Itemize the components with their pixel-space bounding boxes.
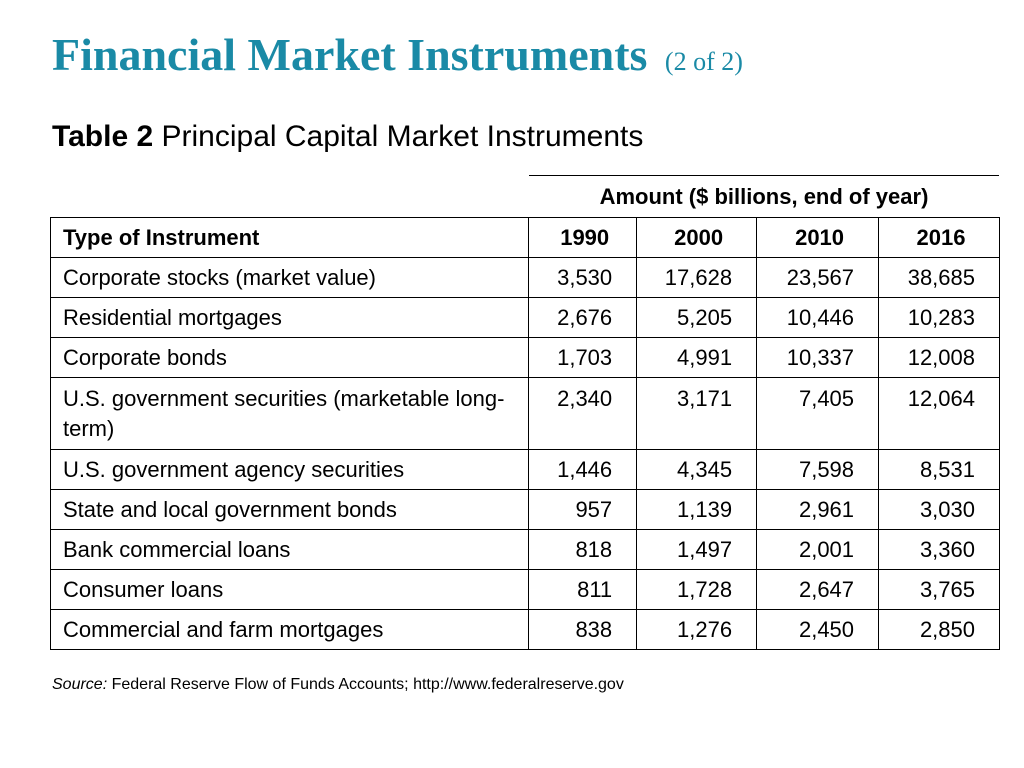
- table-row: [51, 258, 1000, 298]
- value-2010: 7,405: [757, 378, 879, 450]
- instruments-table: [50, 217, 1000, 650]
- value-2016: 3,030: [879, 490, 1000, 530]
- value-2016: 12,008: [879, 338, 1000, 378]
- value-2000: 1,728: [637, 570, 757, 610]
- value-1990: 3,530: [529, 258, 637, 298]
- instrument-name: State and local government bonds: [51, 490, 529, 530]
- table-row: [51, 450, 1000, 490]
- instrument-name: Bank commercial loans: [51, 530, 529, 570]
- value-2016: 8,531: [879, 450, 1000, 490]
- value-1990: 1,446: [529, 450, 637, 490]
- column-header-1990: 1990: [529, 218, 637, 258]
- column-header-2000: 2000: [637, 218, 757, 258]
- value-2016: 2,850: [879, 610, 1000, 650]
- instrument-name: U.S. government securities (marketable long-term): [51, 378, 529, 450]
- value-2010: 10,337: [757, 338, 879, 378]
- table-row: [51, 298, 1000, 338]
- column-header-2010: 2010: [757, 218, 879, 258]
- column-header-2016: 2016: [879, 218, 1000, 258]
- table-row: [51, 378, 1000, 450]
- source-label: Source:: [52, 676, 108, 693]
- table-row: [51, 570, 1000, 610]
- table-caption-text: Principal Capital Market Instruments: [161, 120, 644, 153]
- page-title: [52, 30, 743, 81]
- table-label: Table 2: [52, 120, 154, 153]
- value-2010: 7,598: [757, 450, 879, 490]
- instrument-name: Corporate bonds: [51, 338, 529, 378]
- table-row: [51, 530, 1000, 570]
- value-2000: 1,497: [637, 530, 757, 570]
- value-2000: 4,345: [637, 450, 757, 490]
- value-2016: 12,064: [879, 378, 1000, 450]
- value-2010: 2,001: [757, 530, 879, 570]
- value-2000: 17,628: [637, 258, 757, 298]
- amount-group-header: Amount ($ billions, end of year): [529, 175, 999, 217]
- value-2000: 1,276: [637, 610, 757, 650]
- value-1990: 2,676: [529, 298, 637, 338]
- value-2010: 2,647: [757, 570, 879, 610]
- value-2010: 2,450: [757, 610, 879, 650]
- source-text: Federal Reserve Flow of Funds Accounts; http://www.federalreserve.gov: [111, 676, 624, 693]
- value-1990: 811: [529, 570, 637, 610]
- value-2010: 23,567: [757, 258, 879, 298]
- value-2000: 3,171: [637, 378, 757, 450]
- value-1990: 838: [529, 610, 637, 650]
- instrument-name: Consumer loans: [51, 570, 529, 610]
- value-1990: 1,703: [529, 338, 637, 378]
- value-2000: 5,205: [637, 298, 757, 338]
- value-2016: 38,685: [879, 258, 1000, 298]
- source-note: [52, 676, 624, 694]
- instrument-name: Residential mortgages: [51, 298, 529, 338]
- value-2010: 2,961: [757, 490, 879, 530]
- title-text: Financial Market Instruments: [52, 29, 648, 80]
- instrument-name: U.S. government agency securities: [51, 450, 529, 490]
- table-header-row: [51, 218, 1000, 258]
- table-row: [51, 490, 1000, 530]
- value-2016: 3,765: [879, 570, 1000, 610]
- table-row: [51, 610, 1000, 650]
- value-2000: 1,139: [637, 490, 757, 530]
- title-subtitle: (2 of 2): [664, 47, 743, 76]
- instrument-name: Commercial and farm mortgages: [51, 610, 529, 650]
- value-2016: 10,283: [879, 298, 1000, 338]
- value-1990: 2,340: [529, 378, 637, 450]
- value-2010: 10,446: [757, 298, 879, 338]
- value-2016: 3,360: [879, 530, 1000, 570]
- table-row: [51, 338, 1000, 378]
- value-1990: 957: [529, 490, 637, 530]
- table-caption: [52, 120, 643, 154]
- value-2000: 4,991: [637, 338, 757, 378]
- value-1990: 818: [529, 530, 637, 570]
- instrument-name: Corporate stocks (market value): [51, 258, 529, 298]
- column-header-type: Type of Instrument: [51, 218, 529, 258]
